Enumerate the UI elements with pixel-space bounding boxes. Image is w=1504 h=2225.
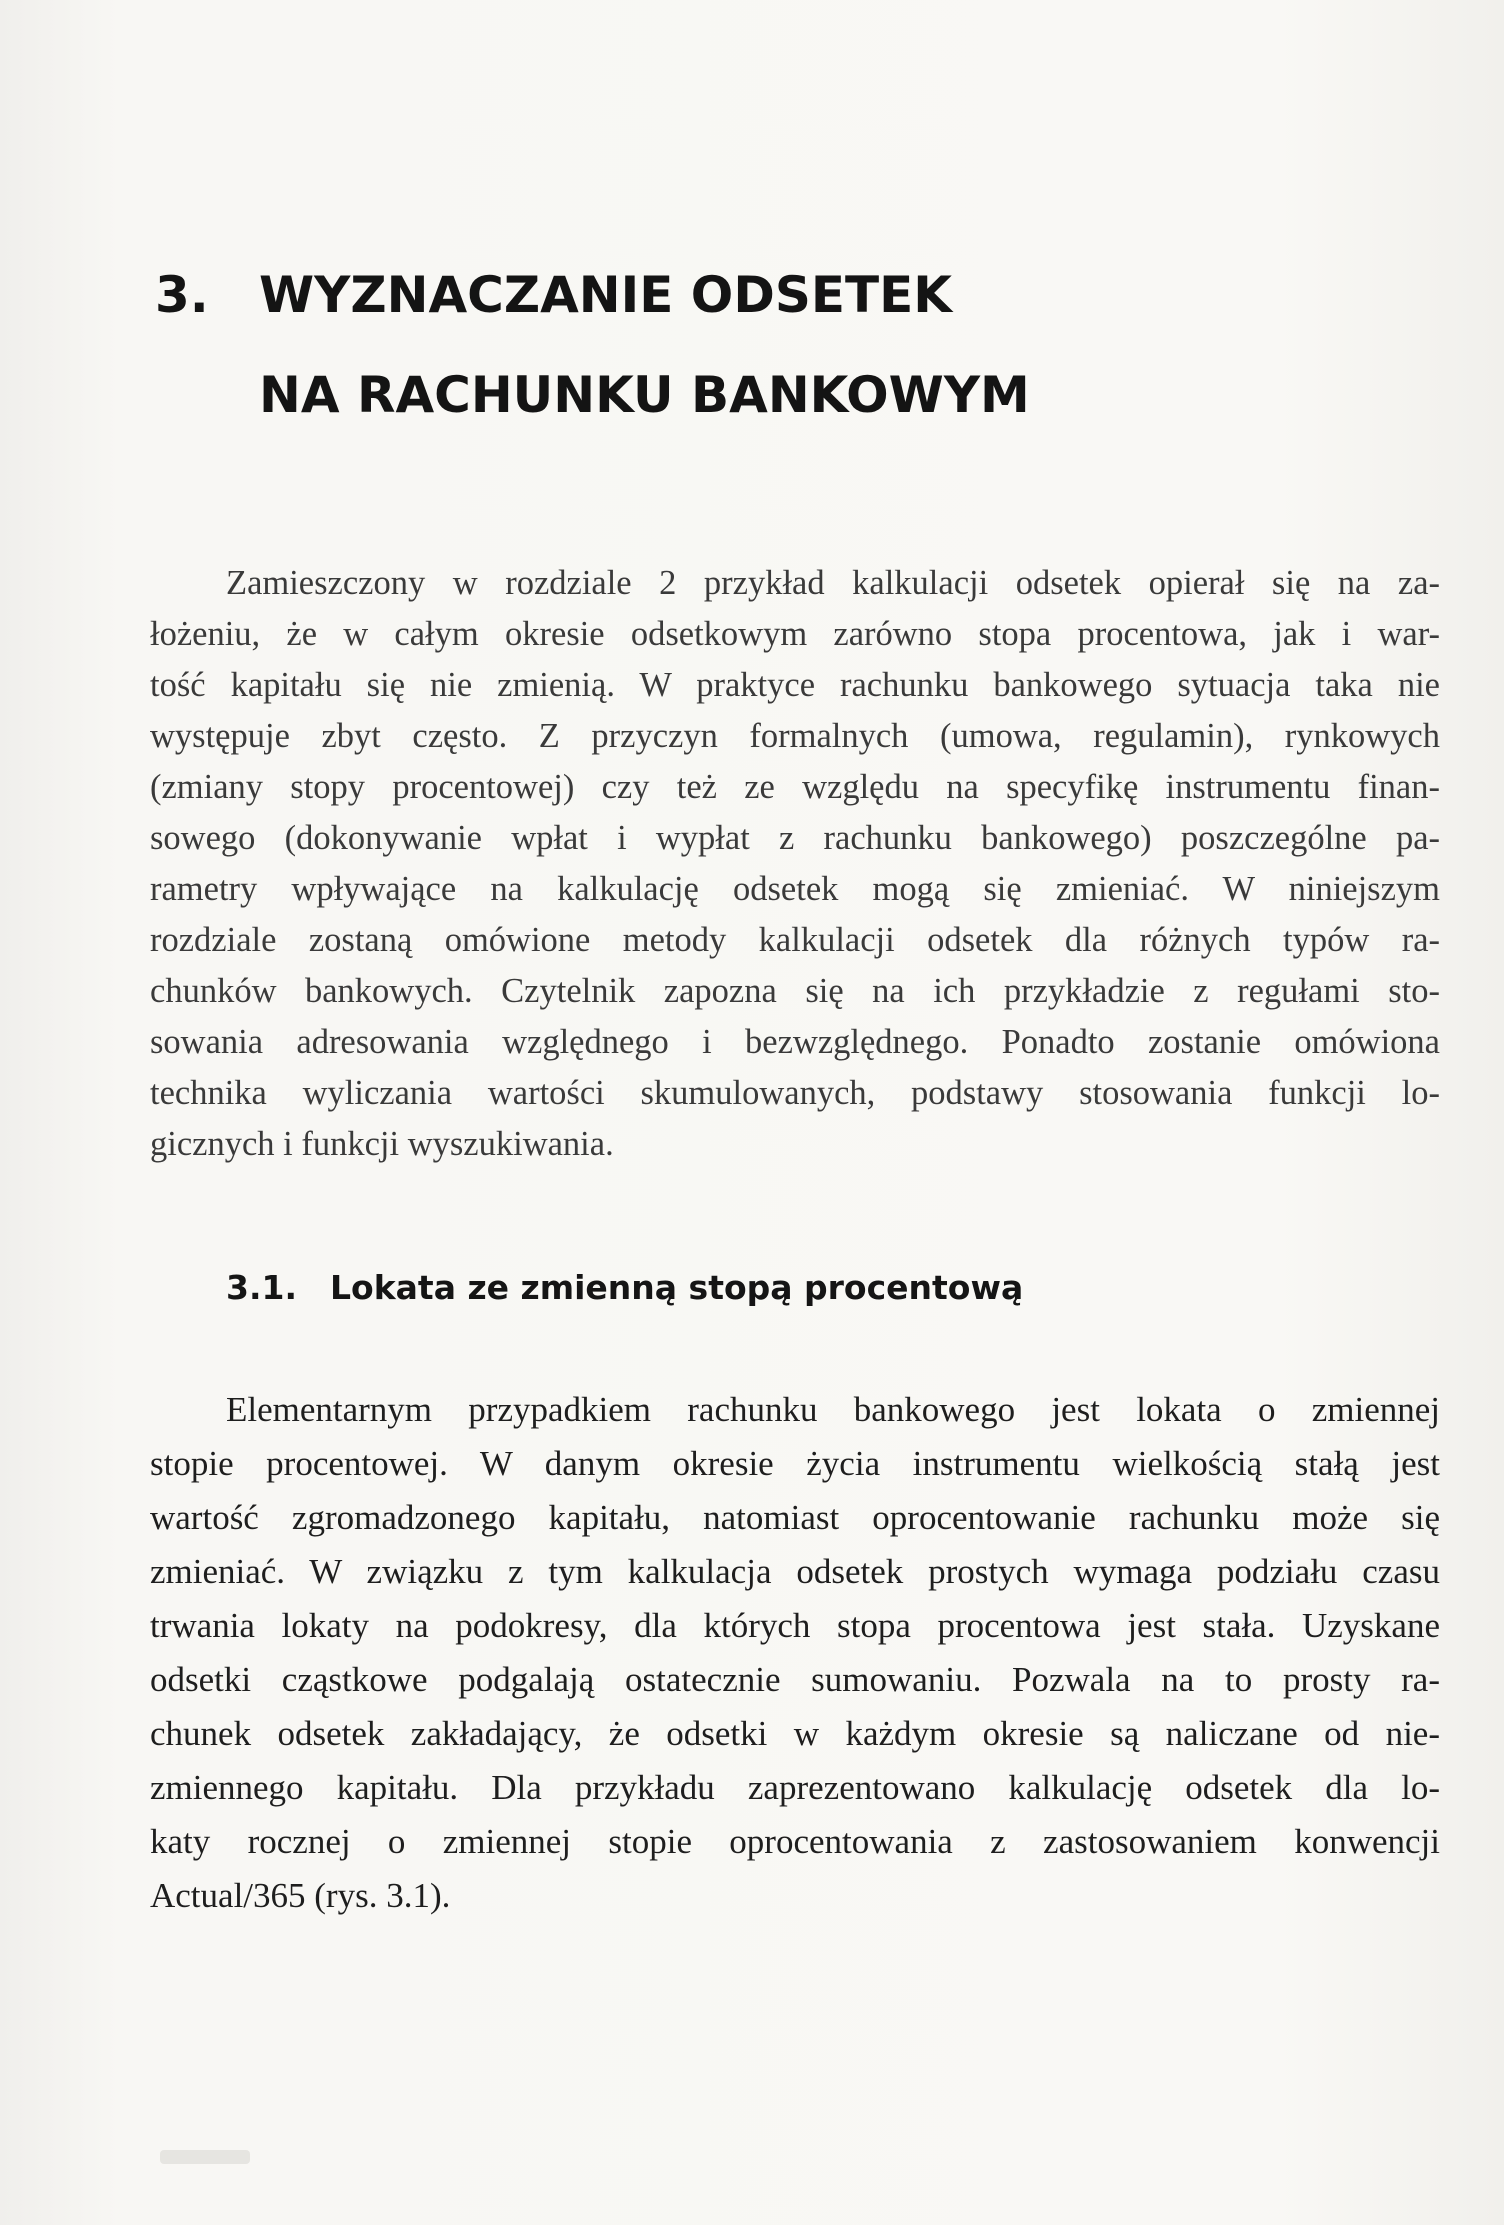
paragraph-line: Actual/365 (rys. 3.1). — [150, 1876, 451, 1915]
paragraph-line: katy rocznej o zmiennej stopie oprocentowania z zastosowaniem konwencji — [150, 1822, 1440, 1861]
chapter-title-line: NA RACHUNKU BANKOWYM — [259, 366, 1030, 424]
paragraph-line: chunek odsetek zakładający, że odsetki w każdym okresie są naliczane od nie- — [150, 1714, 1440, 1753]
paragraph-line: występuje zbyt często. Z przyczyn formalnych (umowa, regulamin), rynkowych — [150, 717, 1440, 755]
paragraph-line: Elementarnym przypadkiem rachunku bankowego jest lokata o zmiennej — [226, 1390, 1440, 1429]
paragraph-line: gicznych i funkcji wyszukiwania. — [150, 1125, 614, 1163]
paragraph-line: stopie procentowej. W danym okresie życia instrumentu wielkością stałą jest — [150, 1444, 1440, 1483]
paragraph-line: sowania adresowania względnego i bezwzględnego. Ponadto zostanie omówiona — [150, 1023, 1440, 1061]
paragraph-line: zmiennego kapitału. Dla przykładu zaprezentowano kalkulację odsetek dla lo- — [150, 1768, 1440, 1807]
paragraph-line: tość kapitału się nie zmienią. W praktyce rachunku bankowego sytuacja taka nie — [150, 666, 1440, 704]
paragraph-line: technika wyliczania wartości skumulowanych, podstawy stosowania funkcji lo- — [150, 1074, 1440, 1112]
section-title: Lokata ze zmienną stopą procentową — [330, 1268, 1024, 1307]
paragraph-line: zmieniać. W związku z tym kalkulacja odsetek prostych wymaga podziału czasu — [150, 1552, 1440, 1591]
paragraph-line: rozdziale zostaną omówione metody kalkulacji odsetek dla różnych typów ra- — [150, 921, 1440, 959]
paragraph-line: wartość zgromadzonego kapitału, natomiast oprocentowanie rachunku może się — [150, 1498, 1440, 1537]
paragraph-line: odsetki cząstkowe podgalają ostatecznie sumowaniu. Pozwala na to prosty ra- — [150, 1660, 1440, 1699]
paragraph-line: sowego (dokonywanie wpłat i wypłat z rachunku bankowego) poszczególne pa- — [150, 819, 1440, 857]
chapter-number: 3. — [155, 266, 209, 324]
chapter-title-line: WYZNACZANIE ODSETEK — [259, 266, 952, 324]
paragraph-line: (zmiany stopy procentowej) czy też ze względu na specyfikę instrumentu finan- — [150, 768, 1440, 806]
scan-smudge — [160, 2150, 250, 2164]
paragraph-line: łożeniu, że w całym okresie odsetkowym zarówno stopa procentowa, jak i war- — [150, 615, 1440, 653]
paragraph-line: chunków bankowych. Czytelnik zapozna się na ich przykładzie z regułami sto- — [150, 972, 1440, 1010]
section-heading — [226, 1268, 1023, 1307]
section-number: 3.1. — [226, 1268, 297, 1307]
paragraph-line: rametry wpływające na kalkulację odsetek mogą się zmieniać. W niniejszym — [150, 870, 1440, 908]
paragraph-line: Zamieszczony w rozdziale 2 przykład kalkulacji odsetek opierał się na za- — [226, 564, 1440, 602]
paragraph-line: trwania lokaty na podokresy, dla których stopa procentowa jest stała. Uzyskane — [150, 1606, 1440, 1645]
